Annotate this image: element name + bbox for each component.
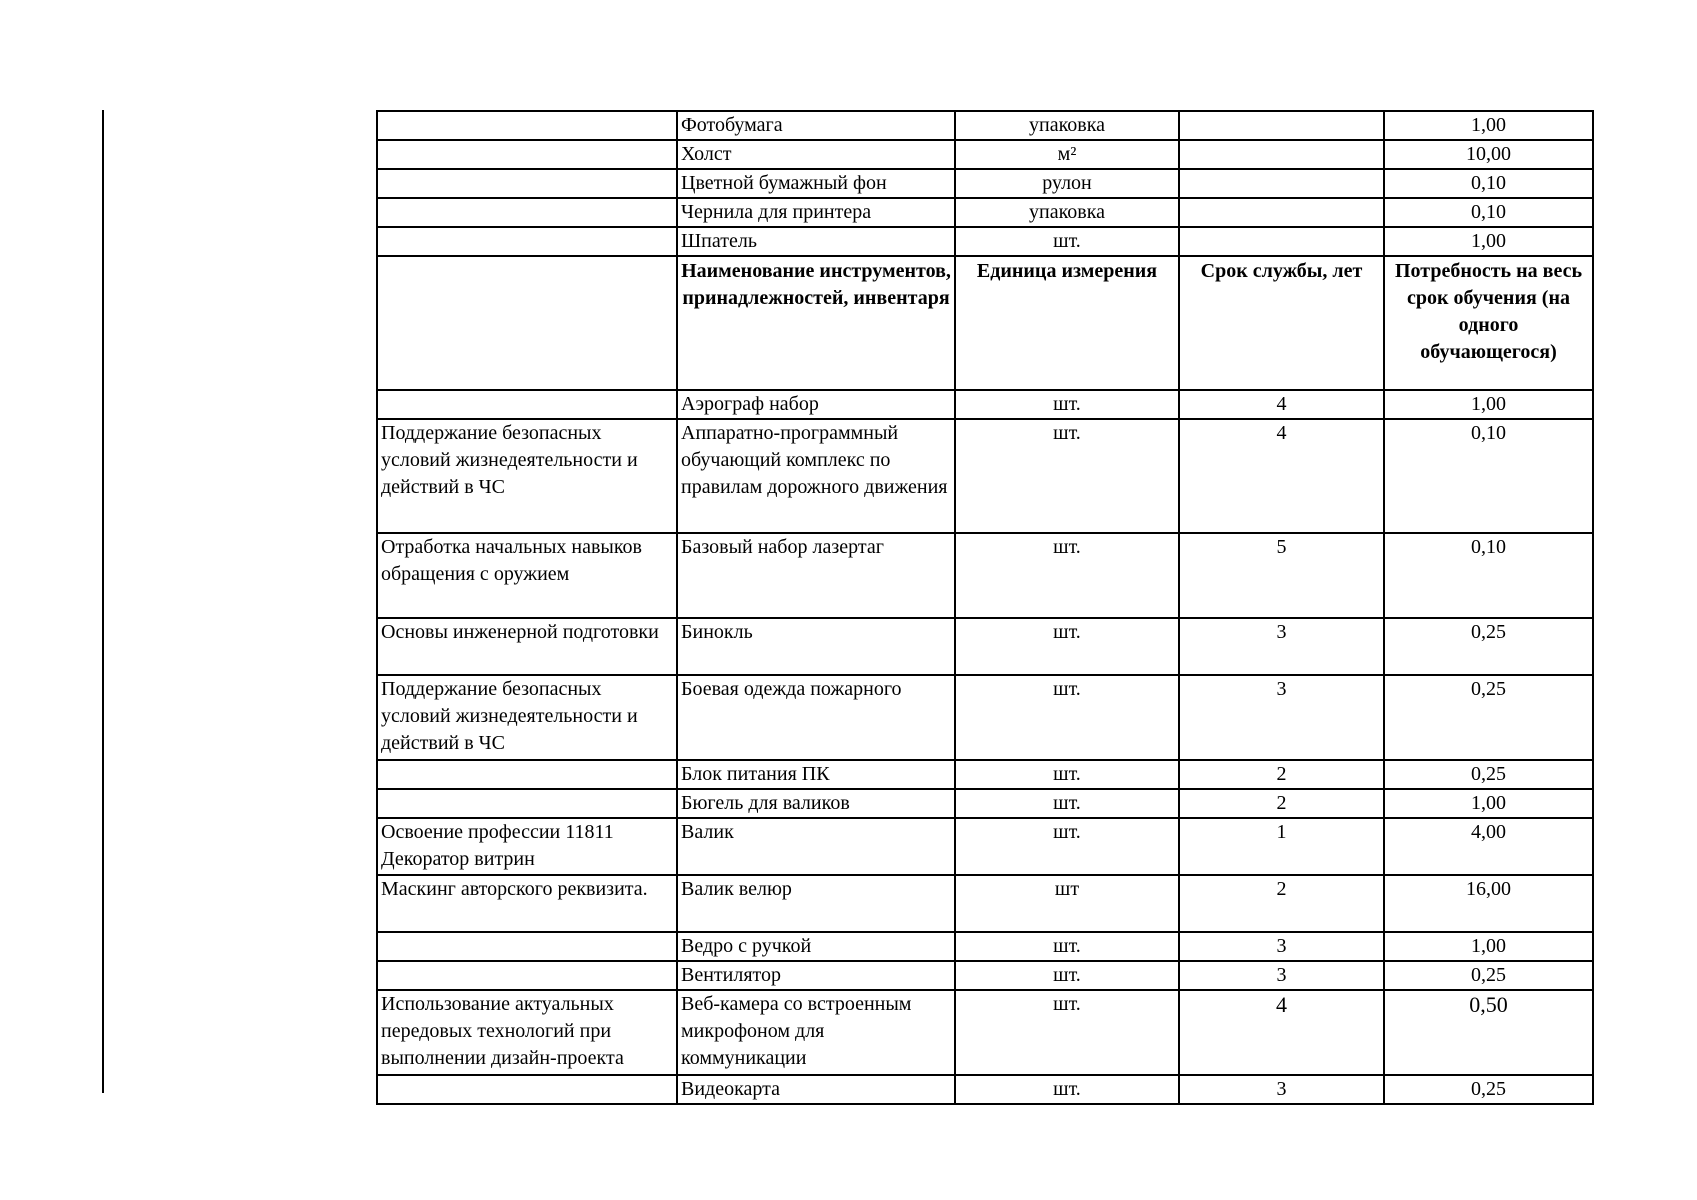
unit-cell: шт. bbox=[955, 1075, 1179, 1104]
need-cell: 1,00 bbox=[1384, 390, 1593, 419]
service-life-cell: 3 bbox=[1179, 1075, 1384, 1104]
item-name-cell: Валик bbox=[677, 818, 955, 875]
section-cell: Освоение профессии 11811 Декоратор витрин bbox=[377, 818, 677, 875]
table-row bbox=[377, 419, 1593, 533]
table-row bbox=[377, 789, 1593, 818]
need-cell: 0,10 bbox=[1384, 419, 1593, 533]
need-cell: 0,25 bbox=[1384, 618, 1593, 675]
item-name-cell: Боевая одежда пожарного bbox=[677, 675, 955, 760]
item-name-cell: Аппаратно-программный обучающий комплекс по правилам дорожного движения bbox=[677, 419, 955, 533]
need-cell: 10,00 bbox=[1384, 140, 1593, 169]
table-row bbox=[377, 390, 1593, 419]
need-cell: 0,25 bbox=[1384, 961, 1593, 990]
section-cell bbox=[377, 760, 677, 789]
need-cell: 4,00 bbox=[1384, 818, 1593, 875]
unit-cell: шт. bbox=[955, 789, 1179, 818]
need-cell: 1,00 bbox=[1384, 111, 1593, 140]
service-life-cell bbox=[1179, 111, 1384, 140]
section-cell bbox=[377, 198, 677, 227]
item-name-cell: Бюгель для валиков bbox=[677, 789, 955, 818]
section-cell bbox=[377, 169, 677, 198]
item-name-cell: Шпатель bbox=[677, 227, 955, 256]
unit-cell: шт. bbox=[955, 760, 1179, 789]
need-cell: 0,50 bbox=[1384, 990, 1593, 1075]
service-life-cell: 3 bbox=[1179, 618, 1384, 675]
table-row bbox=[377, 760, 1593, 789]
section-cell bbox=[377, 932, 677, 961]
unit-cell: шт. bbox=[955, 961, 1179, 990]
service-life-cell: 1 bbox=[1179, 818, 1384, 875]
need-cell: 16,00 bbox=[1384, 875, 1593, 932]
section-cell: Отработка начальных навыков обращения с оружием bbox=[377, 533, 677, 618]
service-life-cell: 3 bbox=[1179, 675, 1384, 760]
unit-cell: упаковка bbox=[955, 198, 1179, 227]
service-life-cell: 4 bbox=[1179, 390, 1384, 419]
section-cell: Маскинг авторского реквизита. bbox=[377, 875, 677, 932]
service-life-cell: 2 bbox=[1179, 789, 1384, 818]
item-name-cell: Базовый набор лазертаг bbox=[677, 533, 955, 618]
item-name-cell: Ведро с ручкой bbox=[677, 932, 955, 961]
header-unit: Единица измерения bbox=[955, 256, 1179, 390]
item-name-cell: Цветной бумажный фон bbox=[677, 169, 955, 198]
unit-cell: шт. bbox=[955, 390, 1179, 419]
header-section-cell bbox=[377, 256, 677, 390]
table-row bbox=[377, 533, 1593, 618]
service-life-cell: 3 bbox=[1179, 961, 1384, 990]
table-row bbox=[377, 818, 1593, 875]
section-cell: Основы инженерной подготовки bbox=[377, 618, 677, 675]
unit-cell: шт. bbox=[955, 533, 1179, 618]
section-cell bbox=[377, 1075, 677, 1104]
table-row bbox=[377, 198, 1593, 227]
table-row bbox=[377, 675, 1593, 760]
page-margin-line bbox=[102, 110, 104, 1093]
need-cell: 0,25 bbox=[1384, 760, 1593, 789]
item-name-cell: Вентилятор bbox=[677, 961, 955, 990]
need-cell: 0,10 bbox=[1384, 533, 1593, 618]
service-life-cell bbox=[1179, 227, 1384, 256]
item-name-cell: Фотобумага bbox=[677, 111, 955, 140]
unit-cell: м² bbox=[955, 140, 1179, 169]
header-item-name: Наименование инструментов, принадлежностей, инвентаря bbox=[677, 256, 955, 390]
need-cell: 0,10 bbox=[1384, 169, 1593, 198]
item-name-cell: Валик велюр bbox=[677, 875, 955, 932]
service-life-cell bbox=[1179, 198, 1384, 227]
equipment-table bbox=[376, 110, 1594, 1105]
need-cell: 0,25 bbox=[1384, 675, 1593, 760]
unit-cell: шт. bbox=[955, 990, 1179, 1075]
unit-cell: шт bbox=[955, 875, 1179, 932]
service-life-cell: 5 bbox=[1179, 533, 1384, 618]
section-cell bbox=[377, 789, 677, 818]
section-cell: Поддержание безопасных условий жизнедеятельности и действий в ЧС bbox=[377, 419, 677, 533]
item-name-cell: Аэрограф набор bbox=[677, 390, 955, 419]
header-service-life: Срок службы, лет bbox=[1179, 256, 1384, 390]
table-row bbox=[377, 169, 1593, 198]
table-row bbox=[377, 1075, 1593, 1104]
section-cell: Использование актуальных передовых технологий при выполнении дизайн-проекта bbox=[377, 990, 677, 1075]
service-life-cell: 4 bbox=[1179, 419, 1384, 533]
service-life-cell: 3 bbox=[1179, 932, 1384, 961]
item-name-cell: Блок питания ПК bbox=[677, 760, 955, 789]
service-life-cell bbox=[1179, 169, 1384, 198]
table-row bbox=[377, 990, 1593, 1075]
item-name-cell: Видеокарта bbox=[677, 1075, 955, 1104]
section-cell bbox=[377, 227, 677, 256]
header-need: Потребность на весь срок обучения (на одного обучающегося) bbox=[1384, 256, 1593, 390]
unit-cell: рулон bbox=[955, 169, 1179, 198]
item-name-cell: Холст bbox=[677, 140, 955, 169]
service-life-cell: 4 bbox=[1179, 990, 1384, 1075]
item-name-cell: Бинокль bbox=[677, 618, 955, 675]
section-cell bbox=[377, 961, 677, 990]
unit-cell: шт. bbox=[955, 675, 1179, 760]
service-life-cell: 2 bbox=[1179, 875, 1384, 932]
table-row bbox=[377, 961, 1593, 990]
table-row bbox=[377, 875, 1593, 932]
section-cell bbox=[377, 111, 677, 140]
item-name-cell: Чернила для принтера bbox=[677, 198, 955, 227]
unit-cell: шт. bbox=[955, 932, 1179, 961]
need-cell: 1,00 bbox=[1384, 932, 1593, 961]
need-cell: 0,10 bbox=[1384, 198, 1593, 227]
need-cell: 1,00 bbox=[1384, 227, 1593, 256]
unit-cell: упаковка bbox=[955, 111, 1179, 140]
table-row bbox=[377, 227, 1593, 256]
table-row bbox=[377, 111, 1593, 140]
unit-cell: шт. bbox=[955, 818, 1179, 875]
table-row bbox=[377, 618, 1593, 675]
service-life-cell bbox=[1179, 140, 1384, 169]
section-cell bbox=[377, 140, 677, 169]
need-cell: 0,25 bbox=[1384, 1075, 1593, 1104]
section-cell: Поддержание безопасных условий жизнедеятельности и действий в ЧС bbox=[377, 675, 677, 760]
service-life-cell: 2 bbox=[1179, 760, 1384, 789]
need-cell: 1,00 bbox=[1384, 789, 1593, 818]
unit-cell: шт. bbox=[955, 227, 1179, 256]
table-row bbox=[377, 932, 1593, 961]
section-cell bbox=[377, 390, 677, 419]
unit-cell: шт. bbox=[955, 618, 1179, 675]
item-name-cell: Веб-камера со встроенным микрофоном для коммуникации bbox=[677, 990, 955, 1075]
unit-cell: шт. bbox=[955, 419, 1179, 533]
table-header-row bbox=[377, 256, 1593, 390]
table-row bbox=[377, 140, 1593, 169]
